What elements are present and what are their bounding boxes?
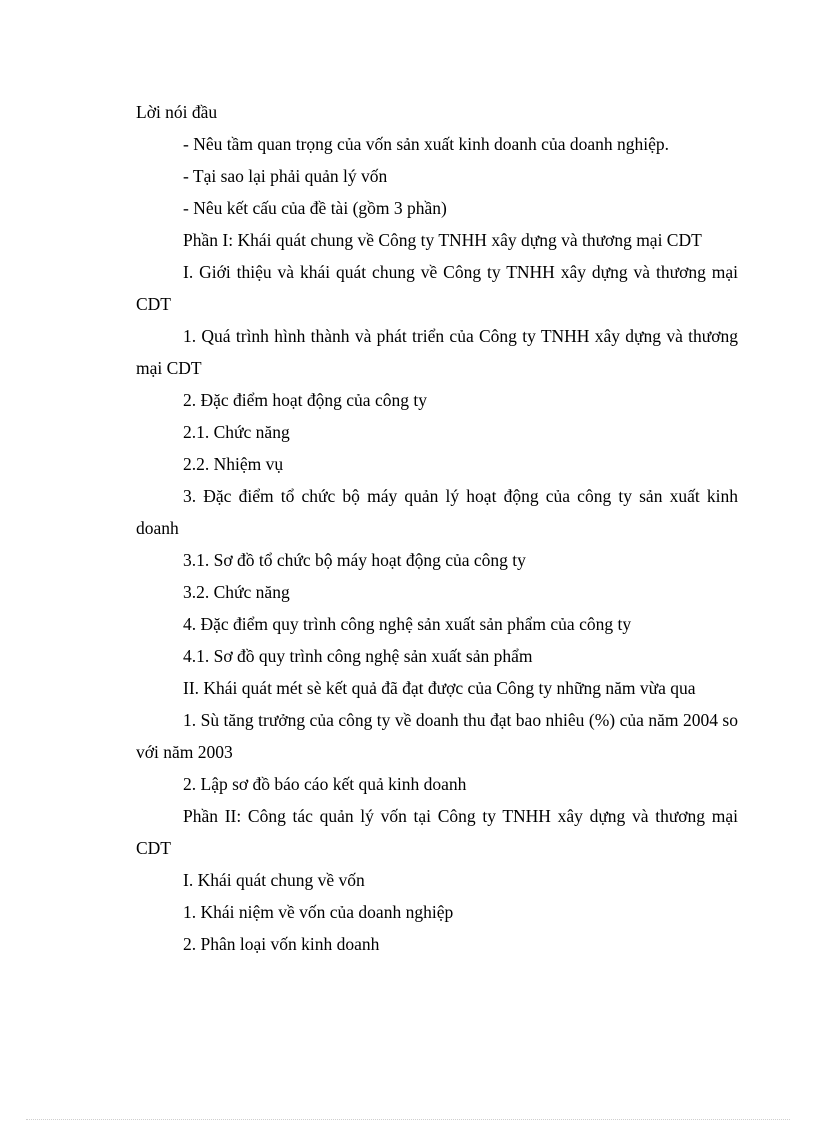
outline-item: 2. Lập sơ đồ báo cáo kết quả kinh doanh	[183, 774, 467, 794]
outline-item: 2. Đặc điểm hoạt động của công ty	[183, 390, 427, 410]
page-bottom-divider	[26, 1119, 790, 1120]
part-2-heading: Phần II: Công tác quản lý vốn tại Công ty TNHH xây dựng và thương mại CDT	[136, 806, 738, 858]
heading-preface: Lời nói đầu	[136, 102, 218, 122]
outline-item: 3. Đặc điểm tổ chức bộ máy quản lý hoạt động của công ty sản xuất kinh doanh	[136, 486, 738, 538]
outline-item: 3.2. Chức năng	[183, 582, 290, 602]
outline-item: 2.1. Chức năng	[183, 422, 290, 442]
section-2-heading: II. Khái quát mét sè kết quả đã đạt được của Công ty những năm vừa qua	[183, 678, 696, 698]
outline-item: 1. Quá trình hình thành và phát triển của Công ty TNHH xây dựng và thương mại CDT	[136, 326, 738, 378]
outline-item: 1. Khái niệm về vốn của doanh nghiệp	[183, 902, 454, 922]
outline-item: 2.2. Nhiệm vụ	[183, 454, 284, 474]
outline-item: 1. Sù tăng trưởng của công ty về doanh thu đạt bao nhiêu (%) của năm 2004 so với năm 2003	[136, 710, 738, 762]
document-body	[136, 96, 738, 960]
section-heading: I. Khái quát chung về vốn	[183, 870, 365, 890]
preface-point-1: - Nêu tầm quan trọng của vốn sản xuất kinh doanh của doanh nghiệp.	[183, 134, 669, 154]
preface-point-3: - Nêu kết cấu của đề tài (gồm 3 phần)	[183, 198, 447, 218]
part-1-heading: Phần I: Khái quát chung về Công ty TNHH xây dựng và thương mại CDT	[183, 230, 702, 250]
section-1-heading: I. Giới thiệu và khái quát chung về Công ty TNHH xây dựng và thương mại CDT	[136, 262, 738, 314]
outline-item: 4. Đặc điểm quy trình công nghệ sản xuất sản phẩm của công ty	[183, 614, 632, 634]
outline-item: 4.1. Sơ đồ quy trình công nghệ sản xuất sản phẩm	[183, 646, 533, 666]
outline-item: 2. Phân loại vốn kinh doanh	[183, 934, 380, 954]
outline-item: 3.1. Sơ đồ tổ chức bộ máy hoạt động của công ty	[183, 550, 526, 570]
preface-point-2: - Tại sao lại phải quản lý vốn	[183, 166, 388, 186]
